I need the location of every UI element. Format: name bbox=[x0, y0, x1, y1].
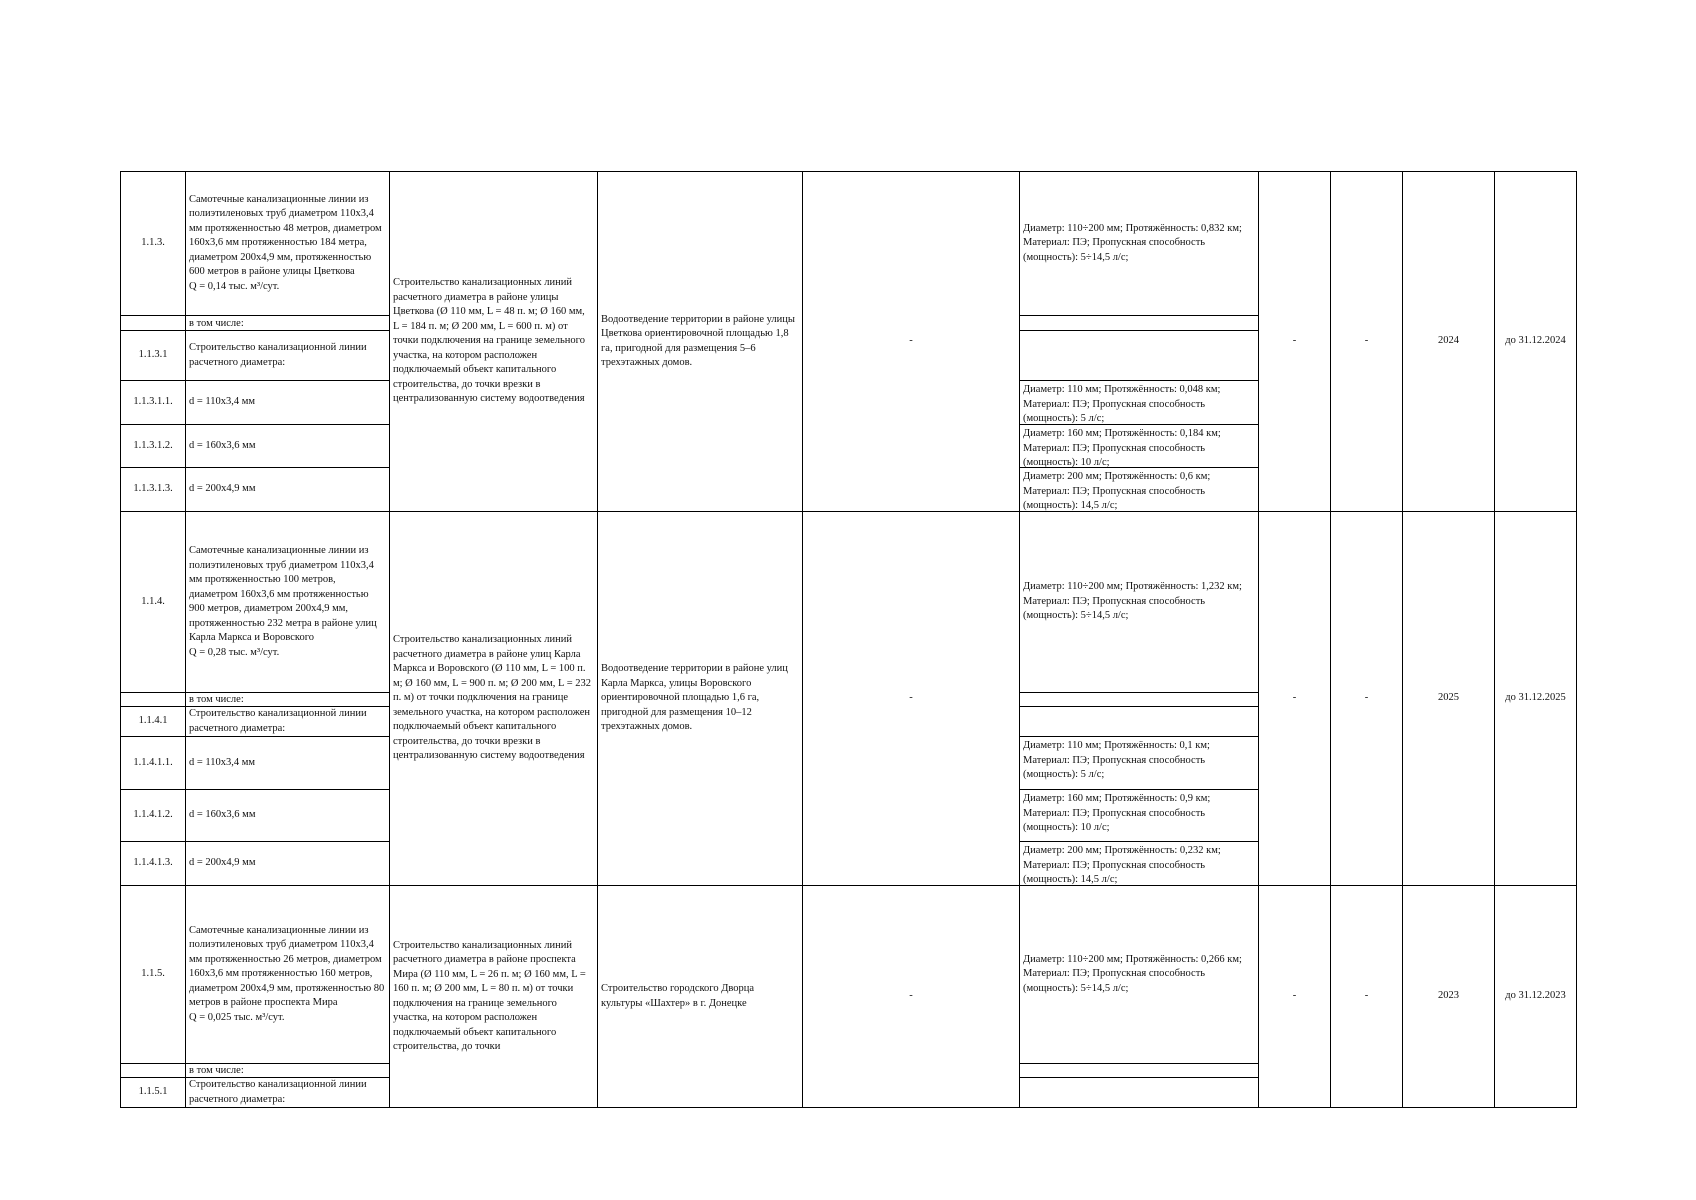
incl-label: в том числе: bbox=[189, 1065, 244, 1076]
item-number-cell bbox=[120, 171, 186, 316]
row-number-cell bbox=[120, 380, 186, 425]
year-cell bbox=[1402, 511, 1495, 886]
spec-blank-cell bbox=[1019, 1077, 1259, 1108]
item-name-cell bbox=[185, 171, 390, 316]
sub-name: Строительство канализационной линии расчетного диаметра: bbox=[189, 342, 367, 368]
col5-value: - bbox=[909, 990, 913, 1002]
incl-blank-cell bbox=[120, 692, 186, 707]
row-diameter: d = 110x3,4 мм bbox=[189, 756, 256, 768]
sub-name: Строительство канализационной линии расчетного диаметра: bbox=[189, 1079, 367, 1105]
row-spec: Диаметр: 160 мм; Протяжённость: 0,184 км; Материал: ПЭ; Пропускная способность (мощность): 10 л/с; bbox=[1023, 428, 1221, 468]
row-spec-cell bbox=[1019, 467, 1259, 512]
spec-blank-cell bbox=[1019, 330, 1259, 381]
sub-name-cell bbox=[185, 330, 390, 381]
row-diameter-cell bbox=[185, 424, 390, 468]
row-number-cell bbox=[120, 467, 186, 512]
row-number: 1.1.4.1.2. bbox=[133, 809, 173, 821]
year: 2023 bbox=[1438, 990, 1459, 1002]
row-number: 1.1.3.1.1. bbox=[133, 396, 173, 408]
row-diameter-cell bbox=[185, 736, 390, 790]
incl-label-cell bbox=[185, 1063, 390, 1078]
item-name: Самотечные канализационные линии из полиэтиленовых труб диаметром 110x3,4 мм протяженностью 48 метров, диаметром 160x3,6 мм протяженностью 184 метра, диаметром 200x4,9 мм, протяженностью 600 метров в районе улицы Цветкова Q = 0,14 тыс. м³/сут. bbox=[189, 193, 382, 292]
sub-number-cell bbox=[120, 330, 186, 381]
row-spec: Диаметр: 200 мм; Протяжённость: 0,6 км; Материал: ПЭ; Пропускная способность (мощность): 14,5 л/с; bbox=[1023, 471, 1211, 511]
item-number-cell bbox=[120, 511, 186, 693]
purpose: Строительство городского Дворца культуры «Шахтер» в г. Донецке bbox=[601, 983, 755, 1009]
sub-number: 1.1.5.1 bbox=[138, 1086, 168, 1098]
row-number-cell bbox=[120, 736, 186, 790]
col7-value-cell bbox=[1258, 171, 1331, 512]
row-spec: Диаметр: 110 мм; Протяжённость: 0,1 км; Материал: ПЭ; Пропускная способность (мощность): 5 л/с; bbox=[1023, 740, 1210, 780]
item-number: 1.1.3. bbox=[141, 237, 165, 249]
row-number-cell bbox=[120, 789, 186, 842]
sub-number: 1.1.4.1 bbox=[138, 715, 168, 727]
sub-name-cell bbox=[185, 706, 390, 737]
col7-value-cell bbox=[1258, 511, 1331, 886]
year: 2024 bbox=[1438, 335, 1459, 347]
incl-label: в том числе: bbox=[189, 694, 244, 705]
spec-blank-cell bbox=[1019, 315, 1259, 331]
row-spec-cell bbox=[1019, 736, 1259, 790]
deadline-cell bbox=[1494, 511, 1577, 886]
row-diameter: d = 160x3,6 мм bbox=[189, 809, 256, 821]
row-diameter: d = 110x3,4 мм bbox=[189, 396, 256, 408]
deadline: до 31.12.2025 bbox=[1505, 692, 1566, 704]
item-number: 1.1.5. bbox=[141, 968, 165, 980]
deadline-cell bbox=[1494, 171, 1577, 512]
deadline: до 31.12.2023 bbox=[1505, 990, 1566, 1002]
purpose-cell bbox=[597, 171, 803, 512]
item-number-cell bbox=[120, 885, 186, 1064]
row-spec: Диаметр: 110 мм; Протяжённость: 0,048 км; Материал: ПЭ; Пропускная способность (мощность): 5 л/с; bbox=[1023, 384, 1221, 424]
purpose: Водоотведение территории в районе улиц Карла Маркса, улицы Воровского ориентировочной площадью 1,6 га, пригодной для размещения 10–12 трехэтажных домов. bbox=[601, 663, 788, 733]
spec-total-cell bbox=[1019, 511, 1259, 693]
description-cell bbox=[389, 171, 598, 512]
description: Строительство канализационных линий расчетного диаметра в районе проспекта Мира (Ø 110 мм, L = 26 п. м; Ø 160 мм, L = 160 п. м; Ø 200 мм, L = 80 п. м) от точки подключения на границе земельного участка, на котором расположен подключаемый объект капитального строительства, до точки bbox=[393, 939, 586, 1052]
spec-blank-cell bbox=[1019, 706, 1259, 737]
sub-name: Строительство канализационной линии расчетного диаметра: bbox=[189, 708, 367, 734]
incl-blank-cell bbox=[120, 315, 186, 331]
col8-value-cell bbox=[1330, 511, 1403, 886]
col5-value-cell bbox=[802, 511, 1020, 886]
spec-total: Диаметр: 110÷200 мм; Протяжённость: 1,232 км; Материал: ПЭ; Пропускная способность (мощность): 5÷14,5 л/с; bbox=[1023, 581, 1242, 622]
spec-total: Диаметр: 110÷200 мм; Протяжённость: 0,832 км; Материал: ПЭ; Пропускная способность (мощность): 5÷14,5 л/с; bbox=[1023, 222, 1242, 263]
item-name-cell bbox=[185, 885, 390, 1064]
incl-label-cell bbox=[185, 315, 390, 331]
description: Строительство канализационных линий расчетного диаметра в районе улицы Цветкова (Ø 110 мм, L = 48 п. м; Ø 160 мм, L = 184 п. м; Ø 200 мм, L = 600 п. м) от точки подключения на границе земельного участка, на котором расположен подключаемый объект капитального строительства, до точки врезки в централизованную систему водоотведения bbox=[393, 277, 585, 405]
row-spec: Диаметр: 160 мм; Протяжённость: 0,9 км; Материал: ПЭ; Пропускная способность (мощность): 10 л/с; bbox=[1023, 793, 1211, 833]
col8-value: - bbox=[1364, 990, 1369, 1002]
row-diameter: d = 200x4,9 мм bbox=[189, 483, 256, 495]
spec-blank-cell bbox=[1019, 692, 1259, 707]
item-name: Самотечные канализационные линии из полиэтиленовых труб диаметром 110x3,4 мм протяженностью 100 метров, диаметром 160x3,6 мм протяженностью 900 метров, диаметром 200x4,9 мм, протяженностью 232 метра в районе улиц Карла Маркса и Воровского Q = 0,28 тыс. м³/сут. bbox=[189, 545, 377, 658]
incl-label-cell bbox=[185, 692, 390, 707]
description-cell bbox=[389, 511, 598, 886]
row-spec-cell bbox=[1019, 841, 1259, 886]
year-cell bbox=[1402, 171, 1495, 512]
deadline-cell bbox=[1494, 885, 1577, 1108]
col7-value: - bbox=[1292, 692, 1297, 704]
sub-number-cell bbox=[120, 1077, 186, 1108]
spec-total-cell bbox=[1019, 171, 1259, 316]
item-number: 1.1.4. bbox=[141, 595, 165, 607]
col7-value: - bbox=[1292, 990, 1297, 1002]
year-cell bbox=[1402, 885, 1495, 1108]
row-number: 1.1.4.1.1. bbox=[133, 756, 173, 768]
row-diameter-cell bbox=[185, 467, 390, 512]
row-diameter-cell bbox=[185, 841, 390, 886]
col7-value: - bbox=[1292, 335, 1297, 347]
sub-number: 1.1.3.1 bbox=[138, 349, 168, 361]
row-spec-cell bbox=[1019, 424, 1259, 468]
spec-blank-cell bbox=[1019, 1063, 1259, 1078]
row-spec-cell bbox=[1019, 380, 1259, 425]
row-diameter-cell bbox=[185, 380, 390, 425]
row-spec: Диаметр: 200 мм; Протяжённость: 0,232 км; Материал: ПЭ; Пропускная способность (мощность): 14,5 л/с; bbox=[1023, 845, 1221, 885]
spec-total-cell bbox=[1019, 885, 1259, 1064]
incl-blank-cell bbox=[120, 1063, 186, 1078]
purpose-cell bbox=[597, 885, 803, 1108]
col8-value: - bbox=[1364, 335, 1369, 347]
col5-value: - bbox=[909, 692, 913, 704]
description: Строительство канализационных линий расчетного диаметра в районе улиц Карла Маркса и Воровского (Ø 110 мм, L = 100 п. м; Ø 160 мм, L = 900 п. м; Ø 200 мм, L = 232 п. м) от точки подключения на границе земельного участка, на котором расположен подключаемый объект капитального строительства, до точки врезки в централизованную систему водоотведения bbox=[393, 634, 592, 762]
row-diameter: d = 160x3,6 мм bbox=[189, 439, 256, 451]
col7-value-cell bbox=[1258, 885, 1331, 1108]
row-diameter: d = 200x4,9 мм bbox=[189, 857, 256, 869]
spec-total: Диаметр: 110÷200 мм; Протяжённость: 0,266 км; Материал: ПЭ; Пропускная способность (мощность): 5÷14,5 л/с; bbox=[1023, 953, 1242, 994]
purpose: Водоотведение территории в районе улицы Цветкова ориентировочной площадью 1,8 га, пригодной для размещения 5–6 трехэтажных домов. bbox=[601, 313, 795, 368]
description-cell bbox=[389, 885, 598, 1108]
item-name: Самотечные канализационные линии из полиэтиленовых труб диаметром 110x3,4 мм протяженностью 26 метров, диаметром 160x3,6 мм протяженностью 160 метров, диаметром 200x4,9 мм, протяженностью 80 метров в районе проспекта Мира Q = 0,025 тыс. м³/сут. bbox=[189, 924, 385, 1023]
item-name-cell bbox=[185, 511, 390, 693]
row-number-cell bbox=[120, 424, 186, 468]
col5-value-cell bbox=[802, 171, 1020, 512]
col5-value: - bbox=[909, 335, 913, 347]
incl-label: в том числе: bbox=[189, 318, 244, 329]
col8-value: - bbox=[1364, 692, 1369, 704]
col8-value-cell bbox=[1330, 171, 1403, 512]
col5-value-cell bbox=[802, 885, 1020, 1108]
row-diameter-cell bbox=[185, 789, 390, 842]
row-number: 1.1.4.1.3. bbox=[133, 857, 173, 869]
sub-number-cell bbox=[120, 706, 186, 737]
row-number-cell bbox=[120, 841, 186, 886]
sub-name-cell bbox=[185, 1077, 390, 1108]
deadline: до 31.12.2024 bbox=[1505, 335, 1566, 347]
row-number: 1.1.3.1.3. bbox=[133, 483, 173, 495]
year: 2025 bbox=[1438, 692, 1459, 704]
row-spec-cell bbox=[1019, 789, 1259, 842]
row-number: 1.1.3.1.2. bbox=[133, 439, 173, 451]
col8-value-cell bbox=[1330, 885, 1403, 1108]
purpose-cell bbox=[597, 511, 803, 886]
